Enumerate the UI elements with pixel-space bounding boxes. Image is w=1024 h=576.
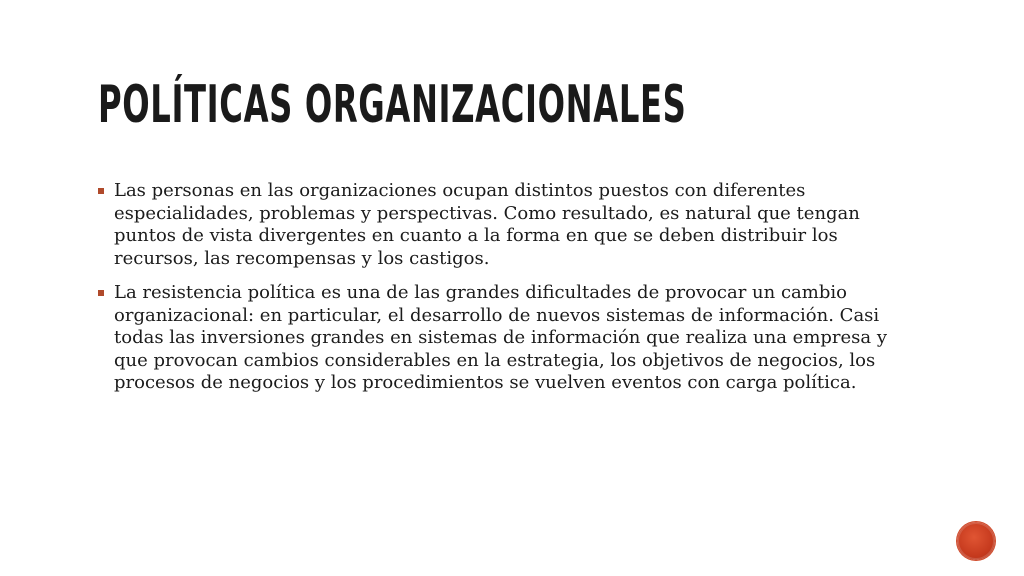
square-bullet-icon: [98, 290, 104, 296]
bullet-list: [98, 180, 918, 407]
bullet-item: [98, 282, 918, 395]
square-bullet-icon: [98, 188, 104, 194]
bullet-text: Las personas en las organizaciones ocupan distintos puestos con diferentes especialidades, problemas y perspectivas. Como resultado, es natural que tengan puntos de vista divergentes en cuanto a la forma en que se deben distribuir los recursos, las recompensas y los castigos.: [114, 180, 860, 269]
bullet-item: [98, 180, 918, 270]
slide-nav-button[interactable]: [957, 522, 995, 560]
slide-title: POLÍTICAS ORGANIZACIONALES: [98, 75, 687, 135]
bullet-text: La resistencia política es una de las grandes dificultades de provocar un cambio organizacional: en particular, el desarrollo de nuevos sistemas de información. Casi todas las inversiones grandes en sistemas de información que realiza una empresa y que provocan cambios considerables en la estrategia, los objetivos de negocios, los procesos de negocios y los procedimientos se vuelven eventos con carga política.: [114, 282, 888, 393]
